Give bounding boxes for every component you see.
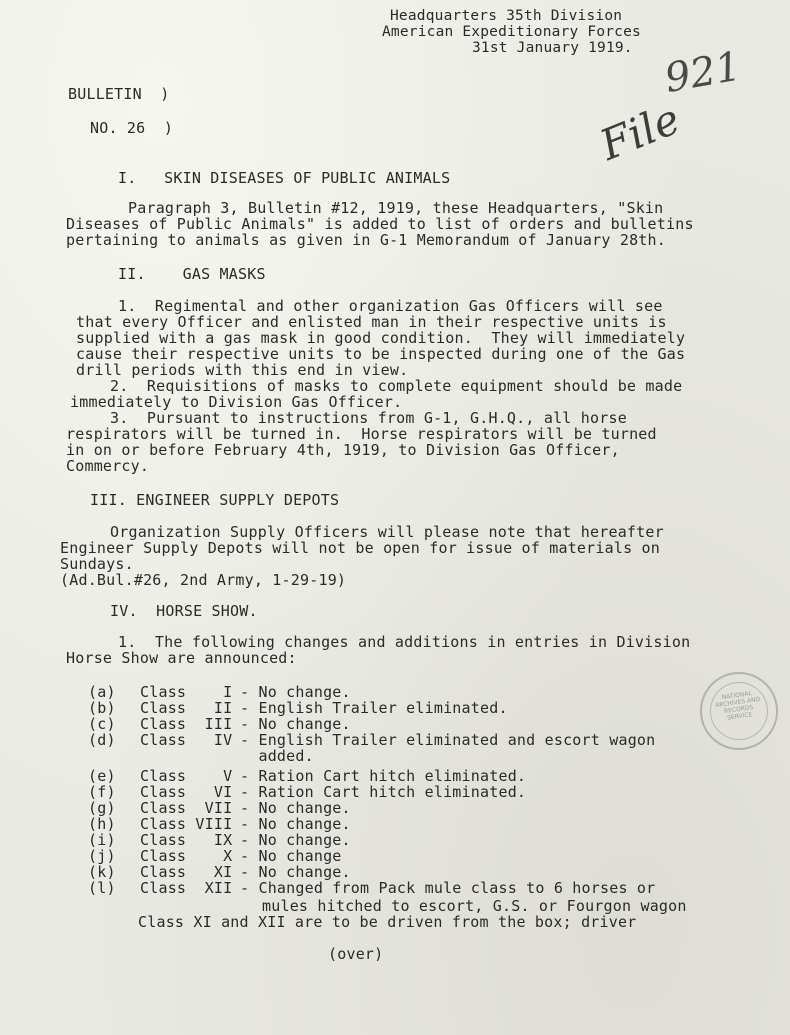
item-class: Class XI (140, 863, 233, 881)
item-text: - No change. (240, 683, 351, 701)
section-2-line: Commercy. (66, 457, 150, 475)
section-4-intro: Horse Show are announced: (66, 649, 297, 667)
item-letter: (b) (88, 699, 116, 717)
section-4-intro: 1. The following changes and additions in entries in Division (118, 633, 691, 651)
item-letter: (k) (88, 863, 116, 881)
section-2-line: drill periods with this end in view. (76, 361, 409, 379)
item-class: Class IV (140, 731, 233, 749)
section-2-line: 1. Regimental and other organization Gas Officers will see (118, 297, 663, 315)
item-class: Class V (140, 767, 233, 785)
item-text: - English Trailer eliminated and escort wagon (240, 731, 656, 749)
handwritten-number: 921 (661, 43, 745, 102)
section-1-heading: I. SKIN DISEASES OF PUBLIC ANIMALS (118, 169, 451, 187)
section-3-heading: III. ENGINEER SUPPLY DEPOTS (90, 491, 340, 509)
section-4-tail: mules hitched to escort, G.S. or Fourgon wagon (262, 897, 687, 915)
item-text: - English Trailer eliminated. (240, 699, 508, 717)
section-1-line: pertaining to animals as given in G-1 Memorandum of January 28th. (66, 231, 666, 249)
item-text: - Changed from Pack mule class to 6 horses or (240, 879, 656, 897)
section-2-line: 2. Requisitions of masks to complete equipment should be made (110, 377, 683, 395)
item-class: Class XII (140, 879, 233, 897)
section-1-line: Paragraph 3, Bulletin #12, 1919, these Headquarters, "Skin (128, 199, 664, 217)
bulletin-number: NO. 26 ) (90, 119, 174, 137)
item-text: - No change. (240, 863, 351, 881)
item-letter: (j) (88, 847, 116, 865)
handwritten-note: File (593, 94, 687, 170)
item-class: Class X (140, 847, 233, 865)
section-3-line: Engineer Supply Depots will not be open for issue of materials on (60, 539, 660, 557)
item-letter: (a) (88, 683, 116, 701)
section-3-line: Organization Supply Officers will please note that hereafter (110, 523, 664, 541)
section-3-line: (Ad.Bul.#26, 2nd Army, 1-29-19) (60, 571, 347, 589)
item-class: Class I (140, 683, 233, 701)
section-2-heading: II. GAS MASKS (118, 265, 266, 283)
section-2-line: supplied with a gas mask in good condition. They will immediately (76, 329, 686, 347)
item-text: added. (240, 747, 314, 765)
item-text: - No change. (240, 715, 351, 733)
item-letter: (i) (88, 831, 116, 849)
item-class: Class II (140, 699, 233, 717)
item-text: - Ration Cart hitch eliminated. (240, 783, 527, 801)
section-3-line: Sundays. (60, 555, 134, 573)
item-letter: (f) (88, 783, 116, 801)
item-text: - No change. (240, 799, 351, 817)
header-line-1: Headquarters 35th Division (390, 8, 623, 24)
section-2-line: 3. Pursuant to instructions from G-1, G.H.Q., all horse (110, 409, 627, 427)
section-2-line: respirators will be turned in. Horse respirators will be turned (66, 425, 657, 443)
item-letter: (h) (88, 815, 116, 833)
section-2-line: in on or before February 4th, 1919, to Division Gas Officer, (66, 441, 620, 459)
item-letter: (g) (88, 799, 116, 817)
page-continuation: (over) (328, 945, 384, 963)
bulletin-label: BULLETIN ) (68, 85, 170, 103)
section-1-line: Diseases of Public Animals" is added to list of orders and bulletins (66, 215, 694, 233)
item-letter: (l) (88, 879, 116, 897)
item-class: Class VI (140, 783, 233, 801)
item-class: Class III (140, 715, 233, 733)
item-letter: (c) (88, 715, 116, 733)
item-letter: (d) (88, 731, 116, 749)
item-text: - No change. (240, 815, 351, 833)
section-2-line: immediately to Division Gas Officer. (70, 393, 403, 411)
item-class: Class VIII (140, 815, 233, 833)
section-2-line: that every Officer and enlisted man in their respective units is (76, 313, 667, 331)
item-text: - No change (240, 847, 342, 865)
item-text: - No change. (240, 831, 351, 849)
section-4-tail: Class XI and XII are to be driven from the box; driver (138, 913, 637, 931)
item-class: Class VII (140, 799, 233, 817)
section-4-heading: IV. HORSE SHOW. (110, 602, 258, 620)
item-letter: (e) (88, 767, 116, 785)
item-text: - Ration Cart hitch eliminated. (240, 767, 527, 785)
archive-stamp-text: NATIONAL ARCHIVES AND RECORDS SERVICE (714, 690, 761, 722)
section-2-line: cause their respective units to be inspected during one of the Gas (76, 345, 686, 363)
header-line-2: American Expeditionary Forces (382, 24, 641, 40)
item-class: Class IX (140, 831, 233, 849)
header-date: 31st January 1919. (472, 40, 633, 56)
